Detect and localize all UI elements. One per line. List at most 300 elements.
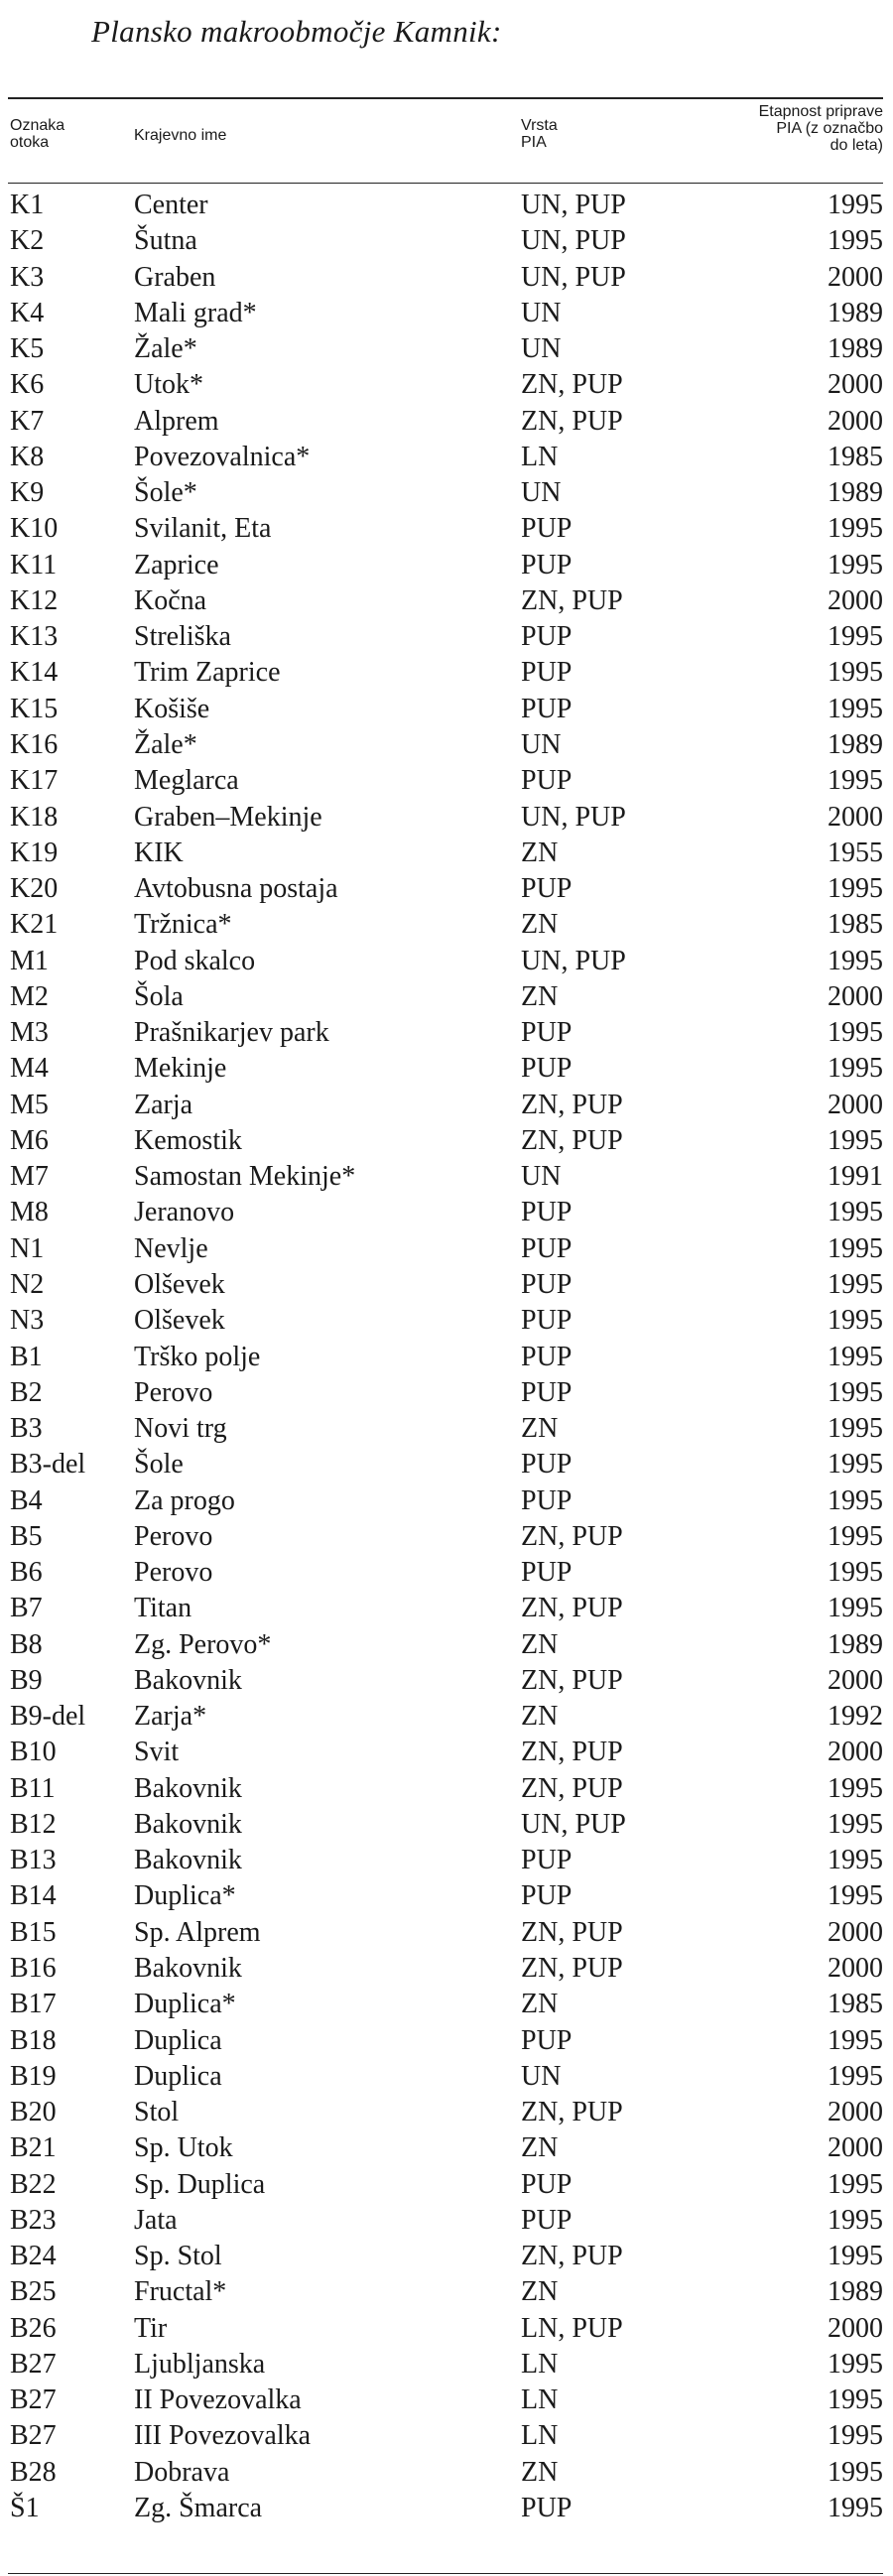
cell-stage-year: 1995 [828,2024,883,2056]
cell-stage-year: 1995 [828,513,883,545]
cell-pia-type: ZN [521,909,559,941]
cell-code: B6 [10,1557,43,1589]
cell-place-name: Zarja [134,1089,193,1120]
cell-place-name: III Povezovalka [134,2420,312,2452]
cell-pia-type: ZN [521,2276,559,2308]
cell-code: K15 [10,693,59,724]
table-row [0,1591,893,1626]
cell-place-name: Mekinje [134,1053,227,1085]
cell-code: B22 [10,2168,57,2200]
cell-place-name: Bakovnik [134,1772,242,1804]
cell-stage-year: 2000 [828,405,883,437]
cell-pia-type: PUP [521,1232,573,1264]
cell-code: B3-del [10,1449,86,1481]
cell-place-name: Žale* [134,728,197,760]
table-row [0,475,893,511]
cell-pia-type: PUP [521,513,573,545]
cell-pia-type: PUP [521,1557,573,1589]
cell-pia-type: PUP [521,2024,573,2056]
cell-place-name: Tržnica* [134,909,232,941]
cell-pia-type: LN, PUP [521,2312,623,2344]
cell-place-name: Olševek [134,1305,225,1337]
cell-place-name: Novi trg [134,1413,227,1445]
table-row [0,548,893,583]
cell-code: B24 [10,2241,57,2272]
cell-code: K20 [10,873,59,905]
cell-pia-type: PUP [521,621,573,653]
table-row [0,1699,893,1735]
cell-stage-year: 2000 [828,980,883,1012]
cell-pia-type: ZN [521,2132,559,2164]
table-row [0,1663,893,1699]
table-row [0,1195,893,1230]
table-row [0,1771,893,1807]
cell-place-name: Duplica [134,2060,222,2092]
table-row [0,2274,893,2310]
cell-stage-year: 1995 [828,657,883,689]
cell-pia-type: LN [521,2384,559,2416]
table-bottom-rule [8,2573,883,2574]
cell-place-name: Bakovnik [134,1845,242,1876]
cell-pia-type: PUP [521,1880,573,1912]
table-row [0,404,893,440]
cell-stage-year: 1995 [828,945,883,976]
cell-pia-type: ZN, PUP [521,1593,623,1624]
cell-stage-year: 1995 [828,2384,883,2416]
table-row [0,1915,893,1951]
cell-place-name: Povezovalnica* [134,441,311,472]
cell-stage-year: 1995 [828,621,883,653]
cell-pia-type: LN [521,2348,559,2380]
cell-code: M2 [10,980,49,1012]
cell-stage-year: 1995 [828,1124,883,1156]
cell-place-name: KIK [134,837,184,868]
cell-code: K17 [10,765,59,797]
cell-stage-year: 1995 [828,2168,883,2200]
cell-place-name: Šola [134,980,184,1012]
cell-pia-type: UN [521,297,562,328]
table-row [0,1411,893,1447]
cell-pia-type: ZN, PUP [521,584,623,616]
cell-stage-year: 1995 [828,1053,883,1085]
table-row [0,2203,893,2239]
cell-pia-type: PUP [521,657,573,689]
cell-code: M6 [10,1124,49,1156]
cell-stage-year: 2000 [828,2097,883,2128]
table-row [0,655,893,691]
cell-pia-type: ZN [521,980,559,1012]
cell-code: B4 [10,1484,43,1516]
cell-stage-year: 1955 [828,837,883,868]
cell-stage-year: 1989 [828,2276,883,2308]
table-row [0,1447,893,1482]
cell-code: K6 [10,369,45,401]
cell-stage-year: 1989 [828,333,883,365]
cell-code: K10 [10,513,59,545]
cell-pia-type: ZN [521,1989,559,2020]
cell-place-name: Košiše [134,693,210,724]
cell-stage-year: 1995 [828,1197,883,1228]
cell-stage-year: 1989 [828,477,883,509]
cell-code: B8 [10,1628,43,1660]
cell-stage-year: 1995 [828,1449,883,1481]
table-row [0,2167,893,2203]
cell-stage-year: 1989 [828,297,883,328]
cell-place-name: Jata [134,2204,178,2236]
header-type-line: PIA [521,134,547,151]
cell-code: B7 [10,1593,43,1624]
cell-stage-year: 1995 [828,1341,883,1372]
table-row [0,2491,893,2526]
table-top-rule [8,97,883,99]
cell-pia-type: PUP [521,873,573,905]
table-row [0,1340,893,1375]
cell-stage-year: 1995 [828,2241,883,2272]
cell-pia-type: PUP [521,693,573,724]
cell-pia-type: LN [521,2420,559,2452]
table-row [0,1231,893,1267]
cell-stage-year: 1995 [828,1845,883,1876]
cell-pia-type: UN [521,728,562,760]
cell-stage-year: 1995 [828,1376,883,1408]
table-row [0,692,893,727]
cell-pia-type: ZN, PUP [521,1124,623,1156]
header-type-line: Vrsta [521,117,558,134]
cell-place-name: Graben–Mekinje [134,801,322,833]
cell-code: B11 [10,1772,56,1804]
table-body [0,188,893,2526]
cell-place-name: Pod skalco [134,945,256,976]
cell-stage-year: 1995 [828,2420,883,2452]
cell-place-name: Jeranovo [134,1197,235,1228]
cell-place-name: Tir [134,2312,168,2344]
table-row [0,1878,893,1914]
cell-stage-year: 2000 [828,1953,883,1985]
cell-code: K1 [10,190,45,220]
cell-pia-type: UN [521,2060,562,2092]
cell-pia-type: PUP [521,765,573,797]
cell-stage-year: 1995 [828,1880,883,1912]
cell-stage-year: 1995 [828,693,883,724]
cell-stage-year: 1995 [828,2348,883,2380]
cell-code: B19 [10,2060,57,2092]
table-row [0,1015,893,1051]
cell-code: B1 [10,1341,43,1372]
cell-pia-type: UN, PUP [521,801,626,833]
cell-code: K4 [10,297,45,328]
cell-code: Š1 [10,2493,40,2523]
cell-pia-type: UN, PUP [521,261,626,293]
table-row [0,2130,893,2166]
table-row [0,2383,893,2418]
cell-pia-type: ZN, PUP [521,1089,623,1120]
cell-code: N3 [10,1305,45,1337]
table-row [0,1051,893,1087]
cell-pia-type: UN [521,333,562,365]
cell-place-name: Kočna [134,584,207,616]
cell-place-name: Bakovnik [134,1953,242,1985]
cell-stage-year: 2000 [828,1737,883,1768]
cell-stage-year: 2000 [828,1916,883,1948]
table-row [0,1843,893,1878]
cell-stage-year: 1995 [828,1484,883,1516]
cell-pia-type: UN [521,477,562,509]
cell-code: B14 [10,1880,57,1912]
cell-pia-type: ZN, PUP [521,1737,623,1768]
table-row [0,296,893,331]
table-row [0,1483,893,1519]
cell-code: K9 [10,477,45,509]
cell-code: M3 [10,1017,49,1049]
cell-code: B20 [10,2097,57,2128]
cell-place-name: Samostan Mekinje* [134,1161,356,1193]
header-bottom-rule [8,183,883,184]
cell-code: K2 [10,225,45,257]
table-row [0,1123,893,1159]
cell-place-name: Trim Zaprice [134,657,281,689]
page-title: Plansko makroobmočje Kamnik: [91,14,502,49]
cell-pia-type: UN, PUP [521,190,626,220]
cell-stage-year: 1985 [828,1989,883,2020]
cell-stage-year: 1995 [828,1017,883,1049]
header-type [521,117,558,151]
table-row [0,1555,893,1591]
cell-pia-type: PUP [521,1845,573,1876]
cell-pia-type: PUP [521,2204,573,2236]
cell-place-name: Alprem [134,405,219,437]
cell-stage-year: 1995 [828,1413,883,1445]
cell-code: K5 [10,333,45,365]
cell-place-name: Svit [134,1737,180,1768]
cell-place-name: Žale* [134,333,197,365]
cell-stage-year: 1995 [828,765,883,797]
table-row [0,511,893,547]
cell-code: B16 [10,1953,57,1985]
cell-code: B10 [10,1737,57,1768]
cell-place-name: Svilanit, Eta [134,513,272,545]
cell-pia-type: PUP [521,1053,573,1085]
header-code [10,117,64,151]
cell-pia-type: UN, PUP [521,1808,626,1840]
cell-code: B5 [10,1520,43,1552]
cell-pia-type: UN [521,1161,562,1193]
cell-code: K13 [10,621,59,653]
table-row [0,223,893,259]
cell-stage-year: 1995 [828,549,883,580]
table-row [0,619,893,655]
cell-code: K11 [10,549,58,580]
cell-pia-type: PUP [521,1484,573,1516]
table-row [0,2455,893,2491]
cell-pia-type: ZN, PUP [521,1664,623,1696]
table-row [0,2418,893,2454]
table-row [0,331,893,367]
cell-code: M8 [10,1197,49,1228]
table-row [0,583,893,619]
cell-place-name: Duplica* [134,1989,236,2020]
cell-code: M4 [10,1053,49,1085]
cell-place-name: Sp. Alprem [134,1916,261,1948]
cell-code: K14 [10,657,59,689]
cell-code: M1 [10,945,49,976]
cell-pia-type: PUP [521,1197,573,1228]
cell-code: B2 [10,1376,43,1408]
cell-code: B15 [10,1916,57,1948]
cell-place-name: Graben [134,261,216,293]
cell-place-name: Zarja* [134,1701,207,1733]
cell-stage-year: 1995 [828,1305,883,1337]
cell-place-name: Šole [134,1449,184,1481]
cell-place-name: Dobrava [134,2456,230,2488]
cell-place-name: Utok* [134,369,203,401]
table-row [0,260,893,296]
cell-pia-type: PUP [521,1268,573,1300]
cell-stage-year: 1995 [828,2060,883,2092]
cell-code: K3 [10,261,45,293]
header-stage-line: Etapnost priprave [758,103,883,120]
cell-place-name: Prašnikarjev park [134,1017,329,1049]
cell-place-name: Streliška [134,621,231,653]
cell-code: B18 [10,2024,57,2056]
cell-pia-type: ZN, PUP [521,369,623,401]
cell-stage-year: 1995 [828,2204,883,2236]
cell-stage-year: 1995 [828,1232,883,1264]
cell-place-name: Meglarca [134,765,239,797]
cell-place-name: II Povezovalka [134,2384,302,2416]
cell-place-name: Stol [134,2097,180,2128]
cell-code: B27 [10,2384,57,2416]
table-row [0,1807,893,1843]
table-row [0,2059,893,2095]
cell-pia-type: ZN [521,1628,559,1660]
cell-place-name: Kemostik [134,1124,242,1156]
cell-place-name: Šutna [134,225,197,257]
cell-stage-year: 1995 [828,2456,883,2488]
cell-code: K8 [10,441,45,472]
cell-pia-type: PUP [521,549,573,580]
cell-code: K12 [10,584,59,616]
header-name: Krajevno ime [134,127,227,144]
table-row [0,871,893,907]
cell-stage-year: 1995 [828,2493,883,2523]
cell-stage-year: 2000 [828,2312,883,2344]
cell-code: B21 [10,2132,57,2164]
table-row [0,1735,893,1770]
cell-pia-type: LN [521,441,559,472]
cell-pia-type: PUP [521,1305,573,1337]
cell-place-name: Zg. Perovo* [134,1628,272,1660]
cell-stage-year: 1995 [828,1593,883,1624]
cell-pia-type: ZN [521,1413,559,1445]
cell-stage-year: 2000 [828,261,883,293]
cell-place-name: Mali grad* [134,297,257,328]
cell-place-name: Avtobusna postaja [134,873,338,905]
table-row [0,1159,893,1195]
cell-stage-year: 1989 [828,728,883,760]
cell-pia-type: ZN [521,1701,559,1733]
table-row [0,1627,893,1663]
cell-stage-year: 2000 [828,1664,883,1696]
cell-place-name: Titan [134,1593,192,1624]
header-stage-line: do leta) [829,137,883,154]
cell-pia-type: PUP [521,1449,573,1481]
table-row [0,1987,893,2022]
cell-stage-year: 1995 [828,225,883,257]
table-row [0,836,893,871]
table-row [0,1267,893,1303]
cell-code: M7 [10,1161,49,1193]
cell-code: B17 [10,1989,57,2020]
cell-code: B27 [10,2420,57,2452]
cell-pia-type: ZN [521,837,559,868]
cell-place-name: Sp. Stol [134,2241,222,2272]
cell-code: M5 [10,1089,49,1120]
cell-place-name: Bakovnik [134,1664,242,1696]
cell-place-name: Perovo [134,1376,213,1408]
table-row [0,1088,893,1123]
cell-stage-year: 1985 [828,909,883,941]
table-row [0,1951,893,1987]
cell-code: B27 [10,2348,57,2380]
cell-place-name: Perovo [134,1520,213,1552]
cell-code: B9 [10,1664,43,1696]
header-code-line: Oznaka [10,117,65,134]
cell-place-name: Trško polje [134,1341,261,1372]
header-stage-line: PIA (z označbo [776,120,883,137]
cell-code: B9-del [10,1701,86,1733]
cell-code: B13 [10,1845,57,1876]
cell-pia-type: ZN, PUP [521,2097,623,2128]
cell-stage-year: 2000 [828,1089,883,1120]
cell-stage-year: 1995 [828,1808,883,1840]
cell-code: B3 [10,1413,43,1445]
cell-stage-year: 1995 [828,1772,883,1804]
cell-pia-type: ZN, PUP [521,405,623,437]
table-row [0,2347,893,2383]
cell-pia-type: PUP [521,1341,573,1372]
table-row [0,1303,893,1339]
cell-place-name: Duplica* [134,1880,236,1912]
cell-pia-type: ZN, PUP [521,1520,623,1552]
cell-pia-type: PUP [521,2493,573,2523]
cell-stage-year: 1995 [828,190,883,220]
cell-place-name: Olševek [134,1268,225,1300]
cell-pia-type: PUP [521,1017,573,1049]
table-row [0,907,893,943]
cell-pia-type: ZN, PUP [521,2241,623,2272]
cell-stage-year: 2000 [828,801,883,833]
cell-pia-type: UN, PUP [521,945,626,976]
table-row [0,763,893,799]
cell-stage-year: 1985 [828,441,883,472]
table-row [0,944,893,979]
table-row [0,2023,893,2059]
cell-place-name: Ljubljanska [134,2348,266,2380]
cell-stage-year: 1995 [828,873,883,905]
cell-pia-type: ZN [521,2456,559,2488]
cell-code: B26 [10,2312,57,2344]
table-row [0,727,893,763]
table-row [0,800,893,836]
table-row [0,1519,893,1555]
cell-pia-type: UN, PUP [521,225,626,257]
cell-pia-type: ZN, PUP [521,1772,623,1804]
cell-place-name: Bakovnik [134,1808,242,1840]
cell-place-name: Duplica [134,2024,222,2056]
cell-place-name: Nevlje [134,1232,208,1264]
cell-pia-type: ZN, PUP [521,1953,623,1985]
table-row [0,979,893,1015]
